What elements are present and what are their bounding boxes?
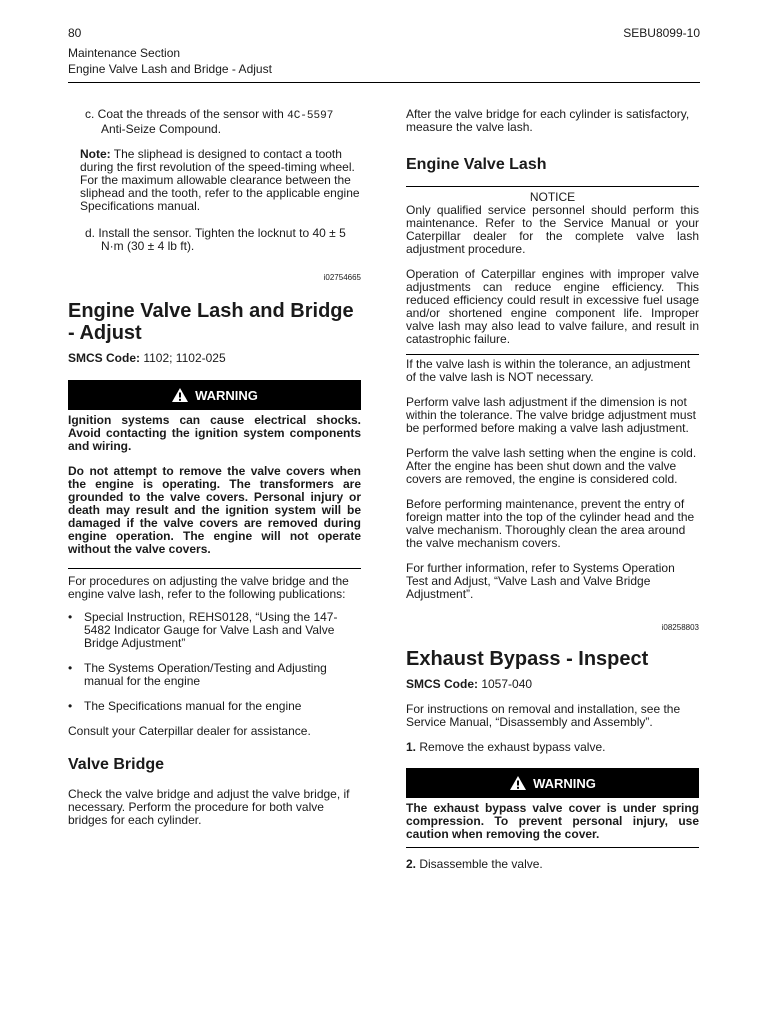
part-number: 4C-5597 <box>287 110 334 122</box>
heading-valve-bridge: Valve Bridge <box>68 756 165 773</box>
after-bridge-text: After the valve bridge for each cylinder is satisfactory, measure the valve lash. <box>406 107 690 134</box>
note-label: Note: <box>80 147 111 161</box>
warning-end-rule <box>68 568 361 569</box>
notice-top-rule <box>406 186 699 187</box>
notice-label: NOTICE <box>529 190 576 204</box>
page-number: 80 <box>68 26 82 40</box>
notice-bottom-rule <box>406 354 699 355</box>
section-name: Maintenance Section <box>68 46 181 60</box>
warning-icon <box>509 775 527 791</box>
note-paragraph <box>80 148 361 213</box>
step-c-prefix: c. Coat the threads of the sensor with <box>85 107 288 121</box>
step-2 <box>406 858 699 871</box>
further-info-text: For further information, refer to Systems Operation Test and Adjust, “Valve Lash and Valve Bridge Adjustment”. <box>406 561 675 601</box>
step-c <box>85 108 361 136</box>
section-title-exhaust-bypass: Exhaust Bypass - Inspect <box>406 648 649 670</box>
notice-paragraph-1: Only qualified service personnel should perform this maintenance. Refer to the Service Manual or your Caterpillar dealer for the complete valve lash adjustment procedure. <box>406 203 699 256</box>
smcs-value: 1102; 1102-025 <box>140 351 226 365</box>
right-column <box>406 98 699 871</box>
step-2-number: 2. <box>406 857 417 871</box>
cold-engine-text: Perform the valve lash setting when the engine is cold. After the engine has been shut down and the valve covers are removed, the engine is considered cold. <box>406 446 697 486</box>
publications-list <box>68 611 361 713</box>
warning-icon <box>171 387 189 403</box>
warning-paragraph-1: Ignition systems can cause electrical shocks. Avoid contacting the ignition system components and wiring. <box>68 413 361 453</box>
section-title-valve-lash-bridge: Engine Valve Lash and Bridge - Adjust <box>68 300 354 344</box>
warning-paragraph-2: Do not attempt to remove the valve covers when the engine is operating. The transformers are grounded to the valve covers. Personal injury or death may result and the ignition system will be damaged if the valve covers are removed during engine operation. The engine will not operate without the valve covers. <box>68 464 361 556</box>
smcs-code <box>68 352 361 365</box>
running-header <box>68 45 272 77</box>
publication-item: • The Specifications manual for the engine <box>68 700 361 713</box>
step-1-text: Remove the exhaust bypass valve. <box>416 740 606 754</box>
notice-paragraph-2: Operation of Caterpillar engines with improper valve adjustments can reduce engine efficiency. This reduced efficiency could result in excessive fuel usage and/or shortened engine component life. Improper valve lash may also lead to valve failure, and result in catastrophic failure. <box>406 267 699 346</box>
publication-item: • The Systems Operation/Testing and Adjusting manual for the engine <box>68 662 361 688</box>
smcs-label: SMCS Code: <box>406 677 478 691</box>
header-rule <box>68 82 700 83</box>
publication-item: • Special Instruction, REHS0128, “Using the 147-5482 Indicator Gauge for Valve Lash and Valve Bridge Adjustment” <box>68 611 361 650</box>
valve-bridge-text: Check the valve bridge and adjust the valve bridge, if necessary. Perform the procedure for both valve bridges for each cylinder. <box>68 787 350 827</box>
warning-end-rule <box>406 847 699 848</box>
note-text: The sliphead is designed to contact a tooth during the first revolution of the speed-timing wheel. For the maximum allowable clearance between the sliphead and the tooth, refer to the applicable engine Specifications manual. <box>80 147 360 213</box>
warning-paragraph: The exhaust bypass valve cover is under spring compression. To prevent personal injury, use caution when removing the cover. <box>406 801 699 841</box>
smcs-label: SMCS Code: <box>68 351 140 365</box>
subsection-name: Engine Valve Lash and Bridge - Adjust <box>68 62 272 76</box>
publications-intro: For procedures on adjusting the valve bridge and the engine valve lash, refer to the following publications: <box>68 574 349 601</box>
instructions-text: For instructions on removal and installation, see the Service Manual, “Disassembly and Assembly”. <box>406 702 681 729</box>
step-2-text: Disassemble the valve. <box>416 857 543 871</box>
document-id-tag: i08258803 <box>661 623 699 632</box>
not-within-text: Perform valve lash adjustment if the dimension is not within the tolerance. The valve bridge adjustment must be performed before making a valve lash adjustment. <box>406 395 696 435</box>
step-1-number: 1. <box>406 740 417 754</box>
document-code: SEBU8099-10 <box>623 26 700 40</box>
warning-label: WARNING <box>195 387 258 403</box>
foreign-matter-text: Before performing maintenance, prevent the entry of foreign matter into the top of the cylinder head and the valve mechanism. Thoroughly clean the area around the valve mechanism covers. <box>406 497 695 550</box>
tolerance-text: If the valve lash is within the tolerance, an adjustment of the valve lash is NOT necessary. <box>406 357 691 384</box>
smcs-code <box>406 678 699 691</box>
step-d: d. Install the sensor. Tighten the locknut to 40 ± 5 N·m (30 ± 4 lb ft). <box>85 226 346 253</box>
smcs-value: 1057-040 <box>478 677 533 691</box>
warning-banner <box>406 768 699 798</box>
left-column <box>68 98 361 827</box>
warning-label: WARNING <box>533 775 596 791</box>
warning-banner <box>68 380 361 410</box>
document-id-tag: i02754665 <box>323 273 361 282</box>
step-1 <box>406 741 699 754</box>
step-c-suffix: Anti-Seize Compound. <box>101 122 222 136</box>
heading-engine-valve-lash: Engine Valve Lash <box>406 156 547 173</box>
consult-dealer: Consult your Caterpillar dealer for assistance. <box>68 724 311 738</box>
